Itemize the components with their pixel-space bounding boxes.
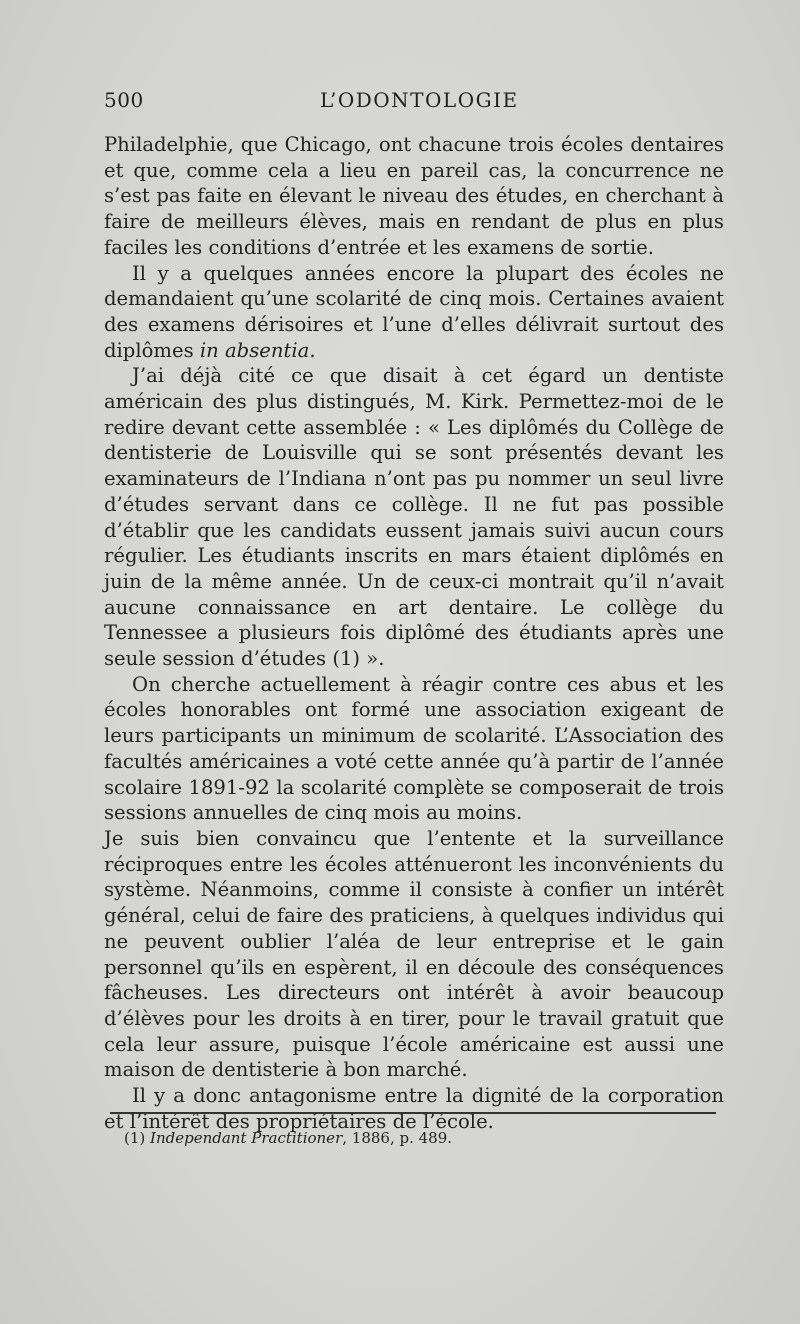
paragraph-6: Il y a donc antagonisme entre la dignité de la corporation et l’intérêt des propriétaires de l’école. [104, 1084, 724, 1133]
paragraph-2-text: Il y a quelques années encore la plupart des écoles ne demandaient qu’une scolarité de cinq mois. Certaines avaient des examens dérisoires et l’une d’elles délivrait surtout des diplômes [104, 261, 724, 362]
paragraph-4: On cherche actuellement à réagir contre ces abus et les écoles honorables ont formé une association exigeant de leurs participants un minimum de scolarité. L’Association des facultés américaines a voté cette année qu’à partir de l’année scolaire 1891-92 la scolarité complète se composerait de trois sessions annuelles de cinq mois au moins. [104, 672, 724, 825]
paragraph-5: Je suis bien convaincu que l’entente et la surveillance réciproques entre les écoles atténueront les inconvénients du système. Néanmoins, comme il consiste à confier un intérêt général, celui de faire des praticiens, à quelques individus qui ne peuvent oublier l’aléa de leur entreprise et le gain personnel qu’ils en espèrent, il en découle des conséquences fâcheuses. Les directeurs ont intérêt à avoir beaucoup d’élèves pour les droits à en tirer, pour le travail gratuit que cela leur assure, puisque l’école américaine est aussi une maison de dentisterie à bon marché. [104, 826, 724, 1082]
paragraph-2 [104, 261, 724, 364]
running-title: L’ODONTOLOGIE [320, 88, 519, 112]
page-number: 500 [104, 88, 144, 112]
footnote-rule [110, 1112, 716, 1114]
footnote-rest: , 1886, p. 489. [342, 1129, 453, 1147]
body-text [104, 132, 724, 1134]
italic-phrase: in absentia. [199, 338, 316, 362]
page-header [104, 88, 724, 116]
footnote [124, 1128, 714, 1148]
footnote-marker: (1) [124, 1129, 146, 1147]
paragraph-3: J’ai déjà cité ce que disait à cet égard un dentiste américain des plus distingués, M. Kirk. Permettez-moi de le redire devant cette assemblée : « Les diplômés du Collège de dentisterie de Louisville qui se sont présentés devant les examinateurs de l’Indiana n’ont pas pu nommer un seul livre d’études servant dans ce collège. Il ne fut pas possible d’établir que les candidats eussent jamais suivi aucun cours régulier. Les étudiants inscrits en mars étaient diplômés en juin de la même année. Un de ceux-ci montrait qu’il n’avait aucune connaissance en art dentaire. Le collège du Tennessee a plusieurs fois diplômé des étudiants après une seule session d’études (1) ». [104, 364, 724, 671]
paragraph-1: Philadelphie, que Chicago, ont chacune trois écoles dentaires et que, comme cela a lieu en pareil cas, la concurrence ne s’est pas faite en élevant le niveau des études, en cherchant à faire de meilleurs élèves, mais en rendant de plus en plus faciles les conditions d’entrée et les examens de sortie. [104, 133, 724, 259]
footnote-title: Independant Practitioner [150, 1129, 343, 1147]
